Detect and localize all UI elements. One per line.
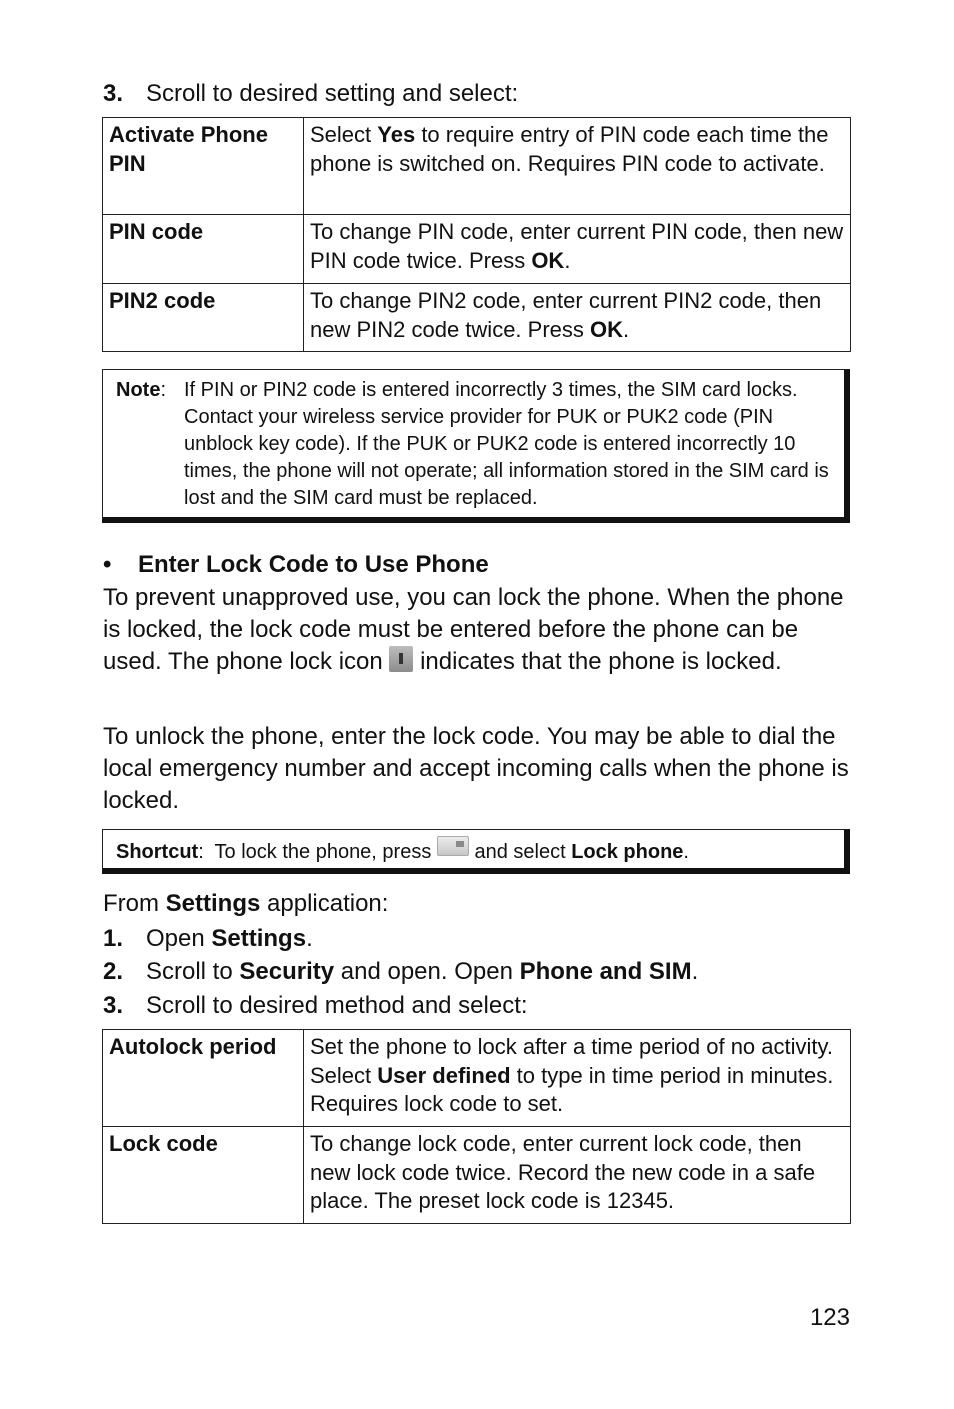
table-row <box>103 215 851 284</box>
setting-description: Select Yes to require entry of PIN code each time the phone is switched on. Requires PIN code to activate. <box>304 118 851 215</box>
step-text: Scroll to desired method and select: <box>146 992 528 1019</box>
lock-settings-table <box>102 1029 851 1224</box>
setting-description: Set the phone to lock after a time period of no activity. Select User defined to type in time period in minutes. Requires lock code to set. <box>304 1030 851 1127</box>
step-scroll-setting <box>103 80 803 110</box>
section-title: Enter Lock Code to Use Phone <box>138 551 489 578</box>
pin-settings-table <box>102 117 851 352</box>
paragraph-unlock: To unlock the phone, enter the lock code. You may be able to dial the local emergency number and accept incoming calls when the phone is locked. <box>103 723 849 814</box>
step-text: Scroll to desired setting and select: <box>146 80 519 107</box>
setting-name: Activate Phone PIN <box>103 118 304 215</box>
step-text: Scroll to Security and open. Open Phone and SIM. <box>146 958 699 985</box>
shortcut-box <box>102 829 850 874</box>
table-row <box>103 1127 851 1224</box>
step-open-security <box>103 958 803 988</box>
setting-name: PIN2 code <box>103 284 304 352</box>
bullet: • <box>103 551 112 578</box>
menu-key-icon <box>437 836 469 856</box>
setting-description: To change PIN code, enter current PIN code, then new PIN code twice. Press OK. <box>304 215 851 284</box>
step-open-settings <box>103 925 803 955</box>
setting-name: Lock code <box>103 1127 304 1224</box>
step-number: 2. <box>103 958 124 985</box>
step-number: 3. <box>103 80 124 107</box>
step-number: 3. <box>103 992 124 1019</box>
page-number: 123 <box>809 1304 850 1331</box>
step-text: Open Settings. <box>146 925 313 952</box>
shortcut-text: Shortcut: To lock the phone, press and select Lock phone. <box>116 836 689 866</box>
table-row <box>103 284 851 352</box>
setting-name: Autolock period <box>103 1030 304 1127</box>
paragraph-lock-description: To prevent unapproved use, you can lock the phone. When the phone is locked, the lock code must be entered before the phone can be used. The phone lock icon indicates that the phone is locked. <box>103 584 844 675</box>
setting-description: To change PIN2 code, enter current PIN2 code, then new PIN2 code twice. Press OK. <box>304 284 851 352</box>
phone-lock-icon <box>389 646 413 672</box>
table-row <box>103 118 851 215</box>
step-number: 1. <box>103 925 124 952</box>
setting-name: PIN code <box>103 215 304 284</box>
note-label: Note: <box>116 379 167 401</box>
note-text: If PIN or PIN2 code is entered incorrectly 3 times, the SIM card locks. Contact your wireless service provider for PUK or PUK2 code (PIN unblock key code). If the PUK or PUK2 code is entered incorrectly 10 times, the phone will not operate; all information stored in the SIM card is lost and the SIM card must be replaced. <box>184 379 829 509</box>
from-settings-line: From Settings application: <box>103 890 389 917</box>
section-heading <box>103 550 489 580</box>
note-box <box>102 369 850 523</box>
setting-description: To change lock code, enter current lock code, then new lock code twice. Record the new code in a safe place. The preset lock code is 12345. <box>304 1127 851 1224</box>
shortcut-label: Shortcut <box>116 841 199 863</box>
step-scroll-method <box>103 992 803 1022</box>
table-row <box>103 1030 851 1127</box>
